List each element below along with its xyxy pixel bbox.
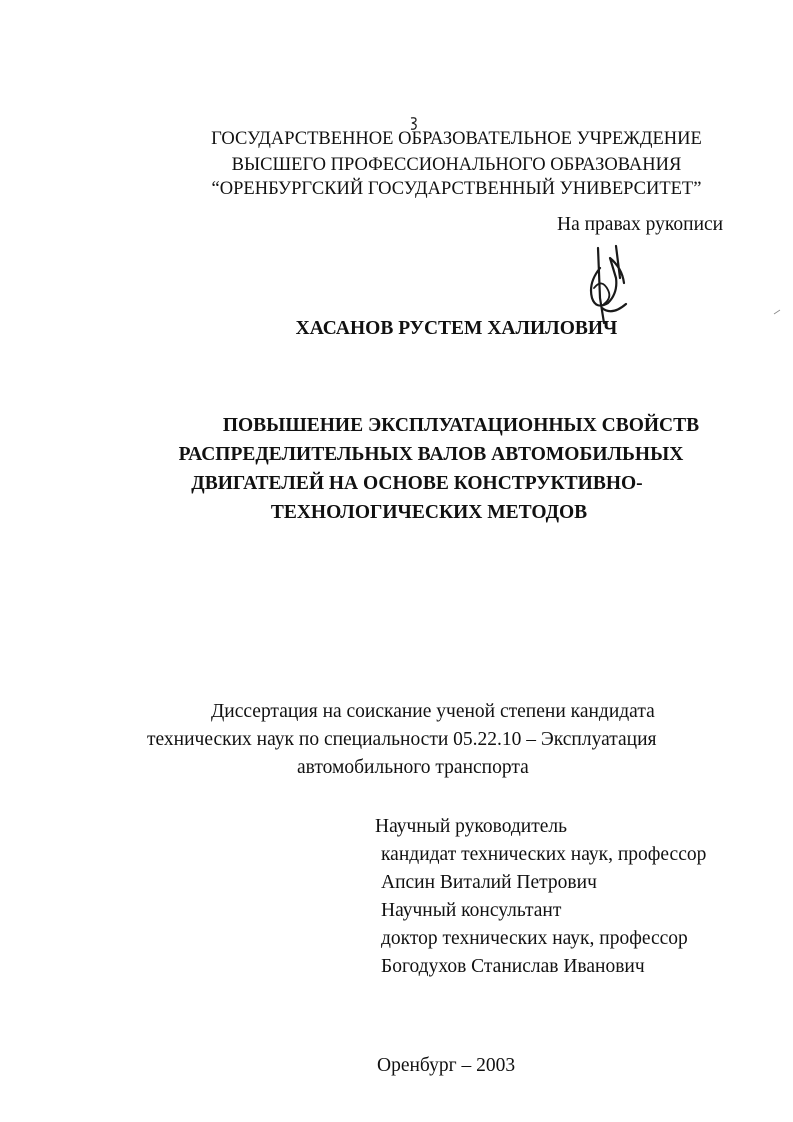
institution-line-3: “ОРЕНБУРГСКИЙ ГОСУДАРСТВЕННЫЙ УНИВЕРСИТЕТ” xyxy=(211,179,702,199)
supervisor-name: Апсин Виталий Петрович xyxy=(381,872,597,893)
title-line-2: РАСПРЕДЕЛИТЕЛЬНЫХ ВАЛОВ АВТОМОБИЛЬНЫХ xyxy=(178,444,684,465)
dissertation-line-3: автомобильного транспорта xyxy=(297,757,529,778)
title-line-1: ПОВЫШЕНИЕ ЭКСПЛУАТАЦИОННЫХ СВОЙСТВ xyxy=(222,415,700,436)
institution-line-2: ВЫСШЕГО ПРОФЕССИОНАЛЬНОГО ОБРАЗОВАНИЯ xyxy=(231,155,682,175)
title-line-3: ДВИГАТЕЛЕЙ НА ОСНОВЕ КОНСТРУКТИВНО- xyxy=(191,473,643,494)
title-line-4: ТЕХНОЛОГИЧЕСКИХ МЕТОДОВ xyxy=(270,502,588,523)
manuscript-rights-label: На правах рукописи xyxy=(557,214,724,235)
supervisor-degree: кандидат технических наук, профессор xyxy=(381,844,707,865)
dissertation-line-2: технических наук по специальности 05.22.10 – Эксплуатация xyxy=(147,729,657,750)
consultant-name: Богодухов Станислав Иванович xyxy=(381,956,645,977)
scan-artifact xyxy=(773,308,781,316)
consultant-degree: доктор технических наук, профессор xyxy=(381,928,688,949)
city-year: Оренбург – 2003 xyxy=(377,1055,516,1076)
institution-line-1: ГОСУДАРСТВЕННОЕ ОБРАЗОВАТЕЛЬНОЕ УЧРЕЖДЕНИЕ xyxy=(211,129,702,149)
author-name: ХАСАНОВ РУСТЕМ ХАЛИЛОВИЧ xyxy=(295,318,618,339)
consultant-label: Научный консультант xyxy=(381,900,562,921)
supervisor-label: Научный руководитель xyxy=(375,816,568,837)
dissertation-line-1: Диссертация на соискание ученой степени кандидата xyxy=(211,701,655,722)
page-number-mark xyxy=(408,116,420,132)
